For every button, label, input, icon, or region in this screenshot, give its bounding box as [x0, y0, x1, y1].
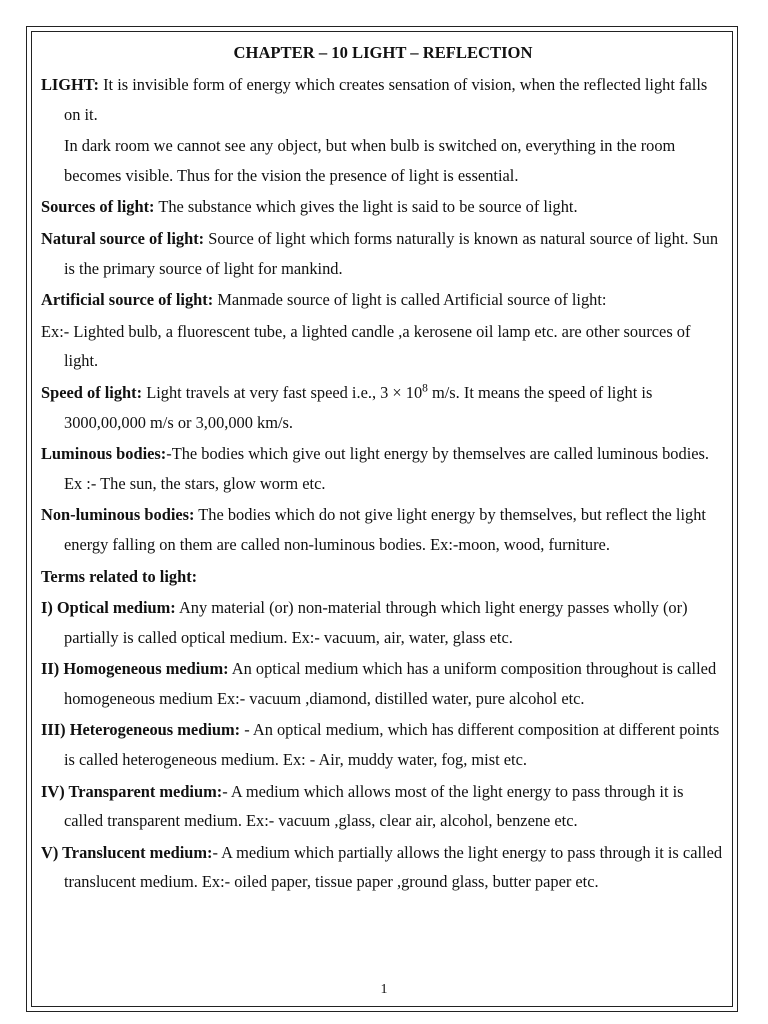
definition-heterogeneous-medium [41, 715, 725, 774]
definition-text: Source of light which forms naturally is known as natural source of light. Sun is the primary source of light for mankind. [64, 228, 719, 278]
definition-light [41, 70, 725, 129]
definition-text: - An optical medium, which has different composition at different points is called heterogeneous medium. Ex: - Air, muddy water, fog, mist etc. [64, 720, 720, 770]
chapter-title: CHAPTER – 10 LIGHT – REFLECTION [233, 43, 533, 62]
term-label: Sources of light: [41, 197, 155, 217]
term-label: I) Optical medium: [41, 598, 176, 618]
definition-text: -The bodies which give out light energy by themselves are called luminous bodies. Ex :- The sun, the stars, glow worm etc. [64, 444, 710, 493]
definition-homogeneous-medium [41, 654, 725, 713]
definition-text: The substance which gives the light is said to be source of light. [154, 197, 578, 217]
definition-text-continued: m/s. It means the speed of light is 3000,00,000 m/s or 3,00,000 km/s. [64, 382, 653, 432]
definition-text: Light travels at very fast speed i.e., 3 × 10 [142, 382, 423, 402]
definition-transparent-medium [41, 777, 725, 836]
term-label: Natural source of light: [41, 228, 205, 248]
definition-text: An optical medium which has a uniform composition throughout is called homogeneous medium Ex:- vacuum ,diamond, distilled water, pure alcohol etc. [64, 659, 717, 708]
definition-sources [41, 192, 725, 222]
paragraph-light-extra: In dark room we cannot see any object, but when bulb is switched on, everything in the room becomes visible. Thus for the vision the presence of light is essential. [64, 136, 676, 185]
term-label: II) Homogeneous medium: [41, 659, 229, 679]
paragraph-example-sources: Ex:- Lighted bulb, a fluorescent tube, a lighted candle ,a kerosene oil lamp etc. are other sources of light. [41, 321, 691, 371]
definition-text: Manmade source of light is called Artificial source of light: [213, 290, 607, 310]
term-label: III) Heterogeneous medium: [41, 720, 241, 740]
definition-translucent-medium [41, 838, 725, 897]
section-heading-terms: Terms related to light: [41, 566, 198, 586]
definition-text: - A medium which partially allows the light energy to pass through it is called translucent medium. Ex:- oiled paper, tissue paper ,ground glass, butter paper etc. [64, 842, 723, 892]
term-label: V) Translucent medium: [41, 842, 213, 862]
term-label: LIGHT: [41, 75, 99, 94]
definition-text: - A medium which allows most of the light energy to pass through it is called transparent medium. Ex:- vacuum ,glass, clear air, alcohol, benzene etc. [64, 781, 684, 831]
definition-text: It is invisible form of energy which creates sensation of vision, when the reflected light falls on it. [64, 75, 708, 124]
definition-luminous-bodies [41, 439, 725, 498]
term-label: IV) Transparent medium: [41, 781, 223, 801]
definition-optical-medium [41, 593, 725, 652]
term-label: Non-luminous bodies: [41, 505, 195, 525]
definition-non-luminous-bodies [41, 500, 725, 559]
definition-artificial-source [41, 285, 725, 315]
definition-natural-source [41, 224, 725, 283]
definition-text: The bodies which do not give light energy by themselves, but reflect the light energy falling on them are called non-luminous bodies. Ex:-moon, wood, furniture. [64, 505, 706, 554]
definition-text: Any material (or) non-material through which light energy passes wholly (or) partially is called optical medium. Ex:- vacuum, air, water, glass etc. [64, 598, 688, 647]
definition-speed-of-light [41, 378, 725, 437]
term-label: Luminous bodies: [41, 444, 167, 464]
exponent: 8 [422, 382, 428, 395]
page-number: 1 [380, 982, 388, 997]
document-body [41, 40, 725, 897]
term-label: Artificial source of light: [41, 290, 214, 310]
term-label: Speed of light: [41, 382, 143, 402]
